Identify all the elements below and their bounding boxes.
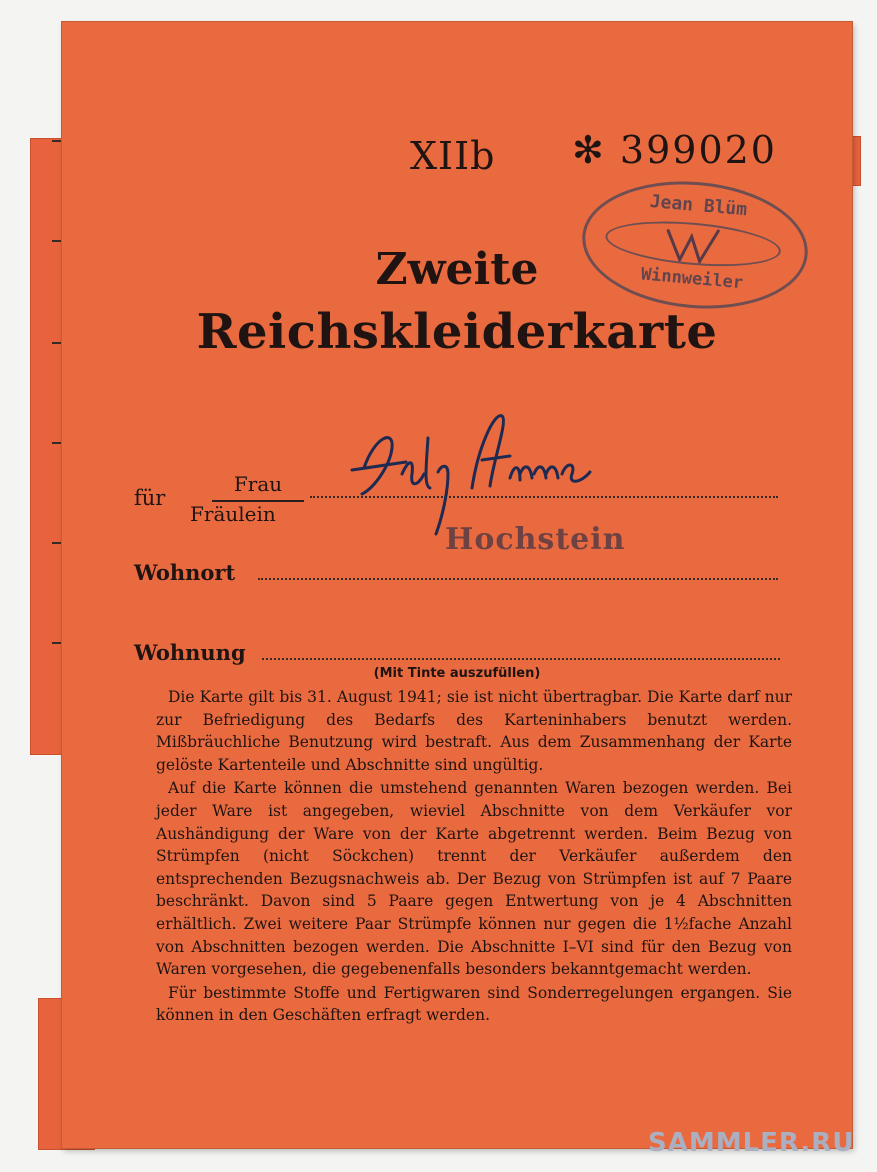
terms-paragraph: Auf die Karte können die umstehend genannten Waren bezogen werden. Bei jeder Ware ist angegeben, wieviel Abschnitte von dem Verkäufer vor Aushändigung der Ware von der Karte abgetrennt werden. Beim Bezug von Strümpfen (nicht Söckchen) trennt der Verkäufer außerdem den entsprechenden Bezugsnachweis ab. Der Bezug von Strümpfen ist auf 7 Paare beschränkt. Davon sind 5 Paare gegen Entwertung von je 4 Abschnitten erhältlich. Zwei weitere Paar Strümpfe können nur gegen die 1½fache Anzahl von Abschnitten bezogen werden. Die Abschnitte I–VI sind für den Bezug von Waren vorgesehen, die gegebenenfalls besonders bekanntgemacht werden. (156, 779, 792, 979)
clothing-ration-card (62, 22, 852, 1148)
residence-line (258, 578, 778, 580)
holder-label: für (134, 486, 166, 510)
card-title-line1: Zweite (375, 244, 539, 295)
terms-paragraph: Die Karte gilt bis 31. August 1941; sie ist nicht übertragbar. Die Karte darf nur zur Befriedigung des Bedarfs des Karteninhabers benutzt werden. Mißbräuchliche Benutzung wird bestraft. Aus dem Zusammenhang der Karte gelöste Kartenteile und Abschnitte sind ungültig. (156, 688, 792, 774)
residence-stamp-value: Hochstein (445, 522, 626, 557)
card-number: ✻ 399020 (572, 128, 777, 172)
address-label: Wohnung (134, 640, 246, 665)
residence-label: Wohnort (134, 560, 236, 585)
stamp-bottom-text: Winnweiler (640, 264, 744, 294)
card-title-line2: Reichskleiderkarte (196, 304, 718, 360)
address-line (262, 658, 780, 660)
perforation-tick (52, 140, 61, 142)
site-watermark: SAMMLER.RU (648, 1128, 855, 1158)
holder-name-signature (344, 408, 604, 538)
stamp-top-text: Jean Blüm (648, 190, 748, 221)
card-terms-text (156, 686, 792, 1028)
terms-paragraph: Für bestimmte Stoffe und Fertigwaren sind Sonderregelungen ergangen. Sie können in den Geschäften erfragt werden. (156, 983, 792, 1025)
fraeulein-label: Fräulein (190, 502, 276, 526)
card-series: XIIb (410, 134, 496, 178)
perforation-tick (52, 342, 61, 344)
perforation-tick (52, 542, 61, 544)
frau-label: Frau (233, 472, 283, 496)
perforation-tick (52, 240, 61, 242)
perforation-tick (52, 442, 61, 444)
ink-instruction: (Mit Tinte auszufüllen) (373, 666, 541, 681)
perforation-tick (52, 642, 61, 644)
